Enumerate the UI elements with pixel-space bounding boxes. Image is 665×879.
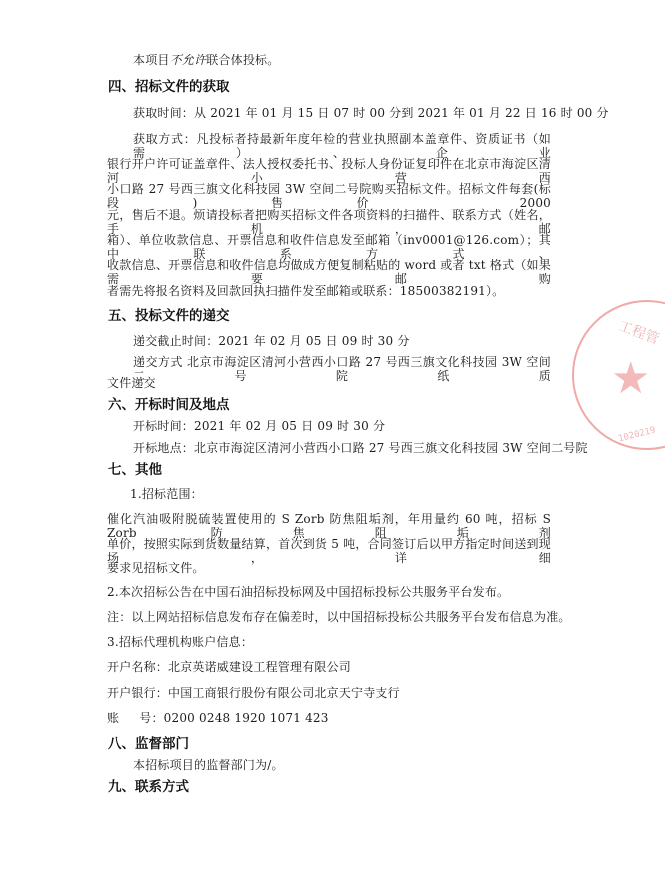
opening-place: 开标地点：北京市海淀区清河小营西小口路 27 号西三旗文化科技园 3W 空间二号院 — [133, 441, 588, 455]
acquire-method-line: 箱）、单位收款信息、开票信息和收件信息发至邮箱（inv0001@126.com）；其中联系方式、 — [107, 233, 551, 261]
section-9-heading: 九、联系方式 — [108, 779, 189, 795]
opening-time: 开标时间：2021 年 02 月 05 日 09 时 30 分 — [133, 419, 386, 433]
acquire-method-line: 获取方式：凡投标者持最新年度年检的营业执照副本盖章件、资质证书（如需）、企业 — [133, 132, 551, 160]
scope-line: 催化汽油吸附脱硫装置使用的 S Zorb 防焦阻垢剂，年用量约 60 吨，招标 S Zorb 防焦阻垢剂 — [107, 512, 551, 540]
account-info-label: 3.招标代理机构账户信息： — [107, 635, 254, 649]
submit-method: 递交方式 北京市海淀区清河小营西小口路 27 号西三旗文化科技园 3W 空间二号院纸质 — [133, 355, 551, 383]
section-5-heading: 五、投标文件的递交 — [108, 308, 230, 324]
supervision-text: 本招标项目的监督部门为/。 — [133, 758, 284, 772]
account-name: 开户名称：北京英诺威建设工程管理有限公司 — [107, 660, 352, 674]
account-number: 账 号：0200 0248 1920 1071 423 — [107, 711, 329, 725]
seal-number: 1020219 — [617, 425, 657, 445]
acquire-method-line: 小口路 27 号西三旗文化科技园 3W 空间二号院购买招标文件。招标文件每套(标段)售价 2000 — [107, 182, 551, 210]
acquire-time: 获取时间：从 2021 年 01 月 15 日 07 时 00 分到 2021 年 01 月 22 日 16 时 00 分 — [133, 106, 609, 120]
seal-text: 工程管 — [616, 318, 662, 348]
section-6-heading: 六、开标时间及地点 — [108, 397, 230, 413]
scope-line: 要求见招标文件。 — [107, 561, 205, 575]
acquire-method-line: 银行开户许可证盖章件、法人授权委托书、投标人身份证复印件在北京市海淀区清河小营西 — [107, 157, 551, 185]
submit-deadline: 递交截止时间：2021 年 02 月 05 日 09 时 30 分 — [133, 334, 410, 348]
discrepancy-note: 注：以上网站招标信息发布存在偏差时，以中国招标投标公共服务平台发布信息为准。 — [107, 610, 571, 624]
submit-method-cont: 文件递交 — [107, 376, 156, 390]
section-7-heading: 七、其他 — [108, 462, 162, 478]
bank-name: 开户银行：中国工商银行股份有限公司北京天宁寺支行 — [107, 686, 400, 700]
publish-note: 2.本次招标公告在中国石油招标投标网及中国招标投标公共服务平台发布。 — [107, 585, 510, 599]
consortium-note: 本项目不允许联合体投标。 — [133, 53, 280, 67]
scope-label: 1.招标范围： — [130, 487, 203, 501]
seal-star-icon: ★ — [611, 353, 651, 404]
scope-line: 单价，按照实际到货数量结算，首次到货 5 吨，合同签订后以甲方指定时间送到现场，详细 — [107, 537, 551, 565]
acquire-method-line: 元，售后不退。烦请投标者把购买招标文件各项资料的扫描件、联系方式（姓名，手机，邮 — [107, 208, 551, 236]
section-4-heading: 四、招标文件的获取 — [108, 79, 230, 95]
acquire-method-line: 者需先将报名资料及回款回执扫描件发至邮箱或联系：18500382191）。 — [107, 284, 505, 298]
section-8-heading: 八、监督部门 — [108, 736, 189, 752]
acquire-method-line: 收款信息、开票信息和收件信息均做成方便复制粘贴的 word 或者 txt 格式（如果需要邮购 — [107, 258, 551, 286]
